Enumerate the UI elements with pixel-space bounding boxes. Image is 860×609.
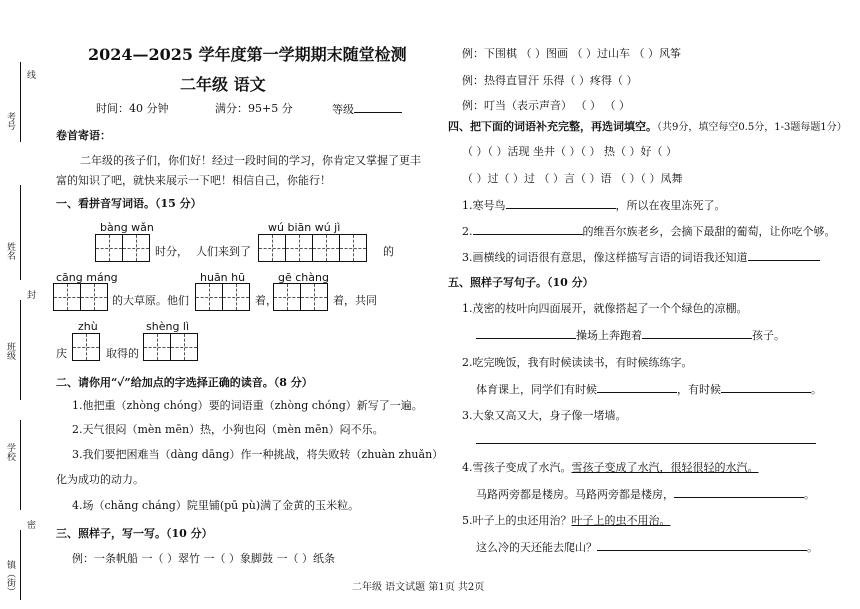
answer-line: 这么冷的天还能去爬山？ 。 (476, 538, 818, 555)
idiom-row: （ ）过（ ）过 （ ）言（ ）语 （ ）（ ）凤舞 (462, 172, 683, 185)
exam-grade: 等级 (332, 100, 402, 117)
binding-label: 镇（街） (5, 560, 15, 596)
intro-line: 富的知识了吧，就快来展示一下吧！相信自己，你能行！ (56, 174, 331, 187)
passage-text: 的 (383, 245, 394, 258)
exam-score: 满分：95+5 分 (215, 102, 293, 115)
tianzi-grid[interactable] (72, 333, 100, 361)
answer-blank[interactable] (473, 222, 583, 235)
answer-blank[interactable] (674, 485, 804, 498)
binding-line (20, 300, 21, 400)
answer-line: 马路两旁都是楼房。马路两旁都是楼房， 。 (476, 485, 815, 502)
section-heading: 三、照样子，写一写。（10 分） (56, 527, 213, 540)
tianzi-grid[interactable] (273, 283, 328, 311)
exam-title: 2024—2025 学年度第一学期期末随堂检测 (88, 45, 407, 64)
question: 3.大象又高又大，身子像一堵墙。 (462, 409, 627, 422)
passage-text: 的大草原。他们 (112, 294, 189, 307)
pinyin: shèng lì (146, 320, 190, 333)
answer-blank[interactable] (506, 196, 616, 209)
tianzi-grid[interactable] (95, 234, 150, 262)
question: 3.画横线的词语很有意思，像这样描写言语的词语我还知道 (462, 248, 820, 265)
answer-blank[interactable] (748, 248, 820, 261)
question: 化为成功的动力。 (56, 473, 144, 486)
question: 1.茂密的枝叶向四面展开，就像搭起了一个个绿色的凉棚。 (462, 302, 748, 315)
question: 2.吃完晚饭，我有时候读读书，有时候练练字。 (462, 356, 693, 369)
passage-text: 庆 (56, 347, 67, 360)
answer-blank[interactable] (642, 326, 752, 339)
answer-blank[interactable] (597, 538, 807, 551)
seal-text: 线 (25, 70, 35, 79)
binding-label: 考号 (5, 112, 15, 130)
question: 1.他把重（zhòng chóng）要的词语重（zhòng chóng）新写了一遍。 (72, 399, 423, 412)
example-line: 例：热得直冒汗 乐得（ ）疼得（ ） (462, 74, 638, 87)
pinyin: bàng wǎn (100, 221, 154, 234)
answer-blank[interactable] (476, 443, 816, 444)
section-heading: 四、把下面的词语补充完整，再选词填空。（共9分，填空每空0.5分，1-3题每题1分） (448, 120, 847, 133)
binding-label: 学校 (5, 443, 15, 461)
answer-line: 操场上奔跑着 孩子。 (476, 326, 785, 343)
answer-blank[interactable] (476, 326, 576, 339)
binding-line (20, 185, 21, 280)
binding-label: 班级 (5, 342, 15, 360)
seal-text: 封 (25, 290, 35, 299)
tianzi-grid[interactable] (143, 333, 198, 361)
intro-line: 二年级的孩子们，你们好！经过一段时间的学习，你肯定又掌握了更丰 (80, 154, 421, 167)
example-line: 例：叮当（表示声音） （ ） （ ） (462, 99, 630, 112)
question: 4.雪孩子变成了水汽。雪孩子变成了水汽，很轻很轻的水汽。 (462, 461, 759, 474)
tianzi-grid[interactable] (258, 234, 367, 262)
passage-text: 人们来到了 (196, 245, 251, 258)
seal-text: 密 (25, 520, 35, 529)
question: 1.寒号鸟 ，所以在夜里冻死了。 (462, 196, 726, 213)
binding-line (20, 62, 21, 142)
intro-heading: 卷首寄语： (56, 129, 111, 142)
answer-line: 体育课上，同学们有时候 ，有时候 。 (476, 380, 822, 397)
passage-text: 着， (255, 294, 277, 307)
answer-blank[interactable] (597, 380, 677, 393)
question: 5.叶子上的虫还用治？叶子上的虫不用治。 (462, 514, 671, 527)
section-heading: 二、请你用“✓”给加点的字选择正确的读音。（8 分） (56, 376, 313, 389)
section-heading: 五、照样子写句子。（10 分） (448, 276, 594, 289)
exam-time: 时间：40 分钟 (96, 102, 169, 115)
passage-text: 着，共同 (333, 294, 377, 307)
answer-blank[interactable] (721, 380, 811, 393)
section-heading: 一、看拼音写词语。（15 分） (56, 197, 202, 210)
passage-text: 时分， (155, 245, 188, 258)
pinyin: gē chàng (278, 271, 329, 284)
question: 4.场（chǎng cháng）院里铺(pū pù)满了金黄的玉米粒。 (72, 499, 360, 512)
tianzi-grid[interactable] (53, 283, 108, 311)
pinyin: cāng máng (56, 271, 118, 284)
pinyin: wú biān wú jì (268, 221, 341, 234)
page-footer: 二年级 语文试题 第1页 共2页 (352, 582, 485, 593)
binding-line (20, 420, 21, 510)
question: 2. 的维吾尔族老乡，会摘下最甜的葡萄，让你吃个够。 (462, 222, 836, 239)
binding-label: 姓名 (5, 242, 15, 260)
passage-text: 取得的 (106, 347, 139, 360)
question: 2.天气很闷（mèn mēn）热，小狗也闷（mèn mēn）闷不乐。 (72, 423, 384, 436)
example-line: 例：下围棋 （ ）图画 （ ）过山车 （ ）风筝 (462, 47, 681, 60)
tianzi-grid[interactable] (195, 283, 250, 311)
example-line: 例：一条帆船 一（ ）翠竹 一（ ）象脚鼓 一（ ）纸条 (72, 552, 335, 565)
binding-line (20, 530, 21, 600)
exam-subtitle: 二年级 语文 (180, 75, 266, 94)
question: 3.我们要把困难当（dàng dāng）作一种挑战，将失败转（zhuàn zhuǎn） (72, 448, 444, 461)
pinyin: huān hū (200, 271, 246, 284)
idiom-row: （ ）（ ）活现 坐井（ ）（ ） 热（ ）好（ ） (462, 145, 677, 158)
pinyin: zhù (78, 320, 98, 333)
grade-blank[interactable] (354, 100, 402, 113)
